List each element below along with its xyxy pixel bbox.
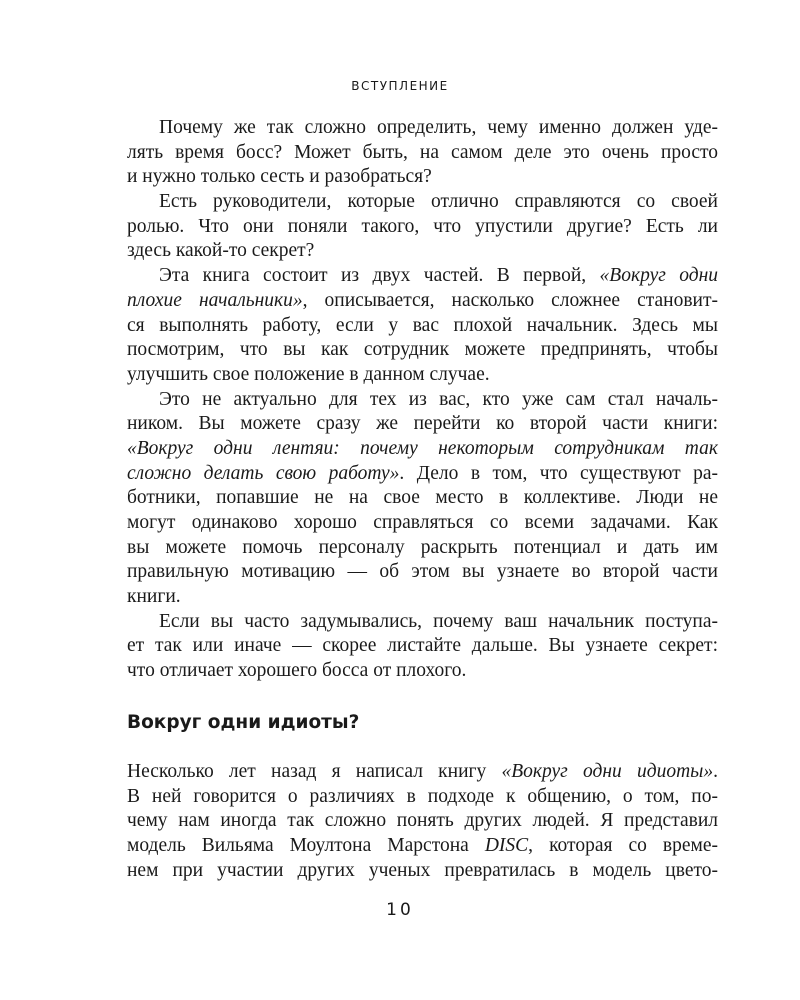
text-line — [127, 437, 718, 462]
italic-text: плохие начальники» — [127, 289, 303, 311]
text-line — [127, 760, 718, 785]
page-number: 10 — [386, 900, 414, 920]
text-line — [127, 585, 718, 610]
paragraph — [127, 388, 718, 610]
text: Почему же так сложно определить, чему именно должен уде- — [159, 117, 718, 138]
text-line — [127, 215, 718, 240]
italic-text: «Вокруг одни — [599, 265, 718, 287]
text-line — [127, 363, 718, 388]
paragraph — [127, 116, 718, 190]
section-heading: Вокруг одни идиоты? — [127, 712, 360, 733]
text-line — [127, 785, 718, 810]
text: В ней говорится о различиях в подходе к общению, о том, по- — [127, 785, 718, 807]
text-line — [127, 116, 718, 141]
text: Если вы часто задумывались, почему ваш начальник поступа- — [159, 610, 718, 632]
text: , описывается, насколько сложнее становит- — [302, 289, 718, 311]
text-line — [127, 338, 718, 363]
text-line — [127, 560, 718, 585]
text-line — [127, 388, 718, 413]
text: ролью. Что они поняли такого, что упустили другие? Есть ли — [127, 215, 718, 237]
italic-text: «Вокруг одни лентяи: почему некоторым сотрудникам так — [127, 437, 718, 459]
section-body-text — [127, 760, 718, 883]
text: здесь какой-то секрет? — [127, 240, 315, 262]
text-line — [127, 834, 718, 859]
text: что отличает хорошего босса от плохого. — [127, 660, 467, 682]
text: ботники, попавшие не на свое место в коллективе. Люди не — [127, 487, 718, 509]
paragraph — [127, 760, 718, 883]
text-line — [127, 412, 718, 437]
text: правильную мотивацию — об этом вы узнаете во второй части — [127, 561, 718, 583]
text-line — [127, 141, 718, 166]
paragraph — [127, 264, 718, 387]
text-line — [127, 264, 718, 289]
text-line — [127, 239, 718, 264]
text: посмотрим, что вы как сотрудник можете предпринять, чтобы — [127, 339, 718, 361]
text-line — [127, 511, 718, 536]
italic-text: «Вокруг одни идиоты» — [501, 761, 714, 782]
text: модель Вильяма Моултона Марстона — [127, 835, 485, 857]
text: нем при участии других ученых превратилась в модель цвето- — [127, 859, 718, 881]
text: , которая со време- — [528, 835, 718, 857]
text-line — [127, 289, 718, 314]
text: и нужно только сесть и разобраться? — [127, 166, 432, 188]
text: лять время босс? Может быть, на самом деле это очень просто — [127, 141, 718, 163]
text: . — [713, 761, 718, 782]
text-line — [127, 190, 718, 215]
text-line — [127, 462, 718, 487]
text: ся выполнять работу, если у вас плохой начальник. Здесь мы — [127, 314, 718, 336]
text: Есть руководители, которые отлично справляются со своей — [159, 191, 718, 213]
text: Эта книга состоит из двух частей. В первой, — [159, 265, 600, 287]
text-line — [127, 486, 718, 511]
italic-text: сложно делать свою работу» — [127, 462, 400, 484]
text-line — [127, 536, 718, 561]
italic-text: DISC — [484, 835, 529, 857]
text: чему нам иногда так сложно понять других людей. Я представил — [127, 810, 718, 832]
text-line — [127, 659, 718, 684]
text: улучшить свое положение в данном случае. — [127, 363, 490, 385]
text: Это не актуально для тех из вас, кто уже сам стал началь- — [159, 388, 718, 410]
text-line — [127, 859, 718, 884]
text-line — [127, 314, 718, 339]
text-line — [127, 610, 718, 635]
text: Несколько лет назад я написал книгу — [127, 761, 502, 782]
text: ником. Вы можете сразу же перейти ко второй части книги: — [127, 413, 718, 435]
text: вы можете помочь персоналу раскрыть потенциал и дать им — [127, 536, 718, 558]
text: могут одинаково хорошо справляться со всеми задачами. Как — [127, 512, 718, 533]
text-line — [127, 809, 718, 834]
body-text — [127, 116, 718, 684]
text: ет так или иначе — скорее листайте дальше. Вы узнаете секрет: — [127, 635, 718, 657]
paragraph — [127, 190, 718, 264]
paragraph — [127, 610, 718, 684]
running-head: ВСТУПЛЕНИЕ — [351, 79, 449, 93]
text-line — [127, 634, 718, 659]
text: . Дело в том, что существуют ра- — [399, 462, 718, 484]
text-line — [127, 165, 718, 190]
text: книги. — [127, 586, 181, 608]
